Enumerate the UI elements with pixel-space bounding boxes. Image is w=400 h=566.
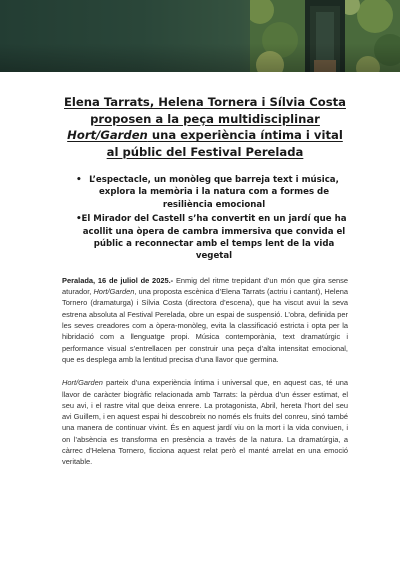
paragraph-1-text-a: Enmig del ritme trepidant d’un món que gira sense aturador, [62, 275, 349, 297]
highlight-text-2: El Mirador del Castell s’ha convertit en un jardí que ha acollit una òpera de cambra immersiva que convida el públic a reconnectar amb el temps lent de la vida vegetal [81, 214, 347, 262]
title-line-2: una experiència íntima i vital al públic del Festival Perelada [106, 128, 343, 159]
paragraph-2-text: parteix d’una experiència íntima i universal que, en aquest cas, té una llavor de caràcter biogràfic relacionada amb Tarrats: la pèrdua d’un ésser estimat, el seu avi, i el rastre vital que deixa enrere. La protagonista, Abril, hereta l’hort del seu avi Guillem, i en aquest espai hi descobreix no només els fruits del conreu, sinó també una manera de continuar vivint. És en aquest jardí viu on la mort i la vida conviuen, i on l’absència es transforma en presència a través de la natura. La dramatúrgia, a càrrec d’Helena Tornero, ficciona aquest relat però el manté arrelat en una emoció veritable. [62, 378, 348, 467]
highlight-item-1 [62, 174, 348, 211]
banner-fade [0, 0, 400, 72]
paragraph-2-work-name: Hort/Garden [62, 378, 103, 388]
dateline: Peralada, 16 de juliol de 2025.- [62, 275, 174, 285]
paragraph-1-work-name: Hort/Garden [93, 287, 135, 297]
press-release-title [62, 94, 348, 160]
highlight-text-1: L’espectacle, un monòleg que barreja text i música, explora la memòria i la natura com a formes de resiliència emocional [89, 175, 339, 210]
press-release [62, 94, 348, 468]
highlights-list [62, 174, 348, 263]
bullet-icon: • [76, 214, 82, 225]
bullet-icon: • [76, 175, 82, 185]
highlight-item-2 [62, 213, 348, 263]
paragraph-1-text-b: , una proposta escènica d’Elena Tarrats (actriu i cantant), Helena Tornero (dramaturga) i Sílvia Costa (directora d’escena), que ha viscut avui la seva estrena absoluta al Festival Perelada, obre un espai de suspensió. L’obra, definida per les seves creadores com a òpera-monòleg, evita la classificació estricta i opta per la hibridació com a llenguatge propi. Música contemporània, text dramatúrgic i performance visual s’entrellacen per construir una peça d’alta intensitat emocional, que es desplega amb la lentitud precisa d’una llavor que germina. [62, 287, 348, 364]
body-paragraph-1 [62, 275, 348, 365]
title-line-1: Elena Tarrats, Helena Tornera i Sílvia Costa proposen a la peça multidisciplinar [64, 95, 346, 126]
body-paragraph-2 [62, 377, 348, 467]
title-work-name: Hort/Garden [67, 128, 148, 142]
header-banner-image [0, 0, 400, 72]
